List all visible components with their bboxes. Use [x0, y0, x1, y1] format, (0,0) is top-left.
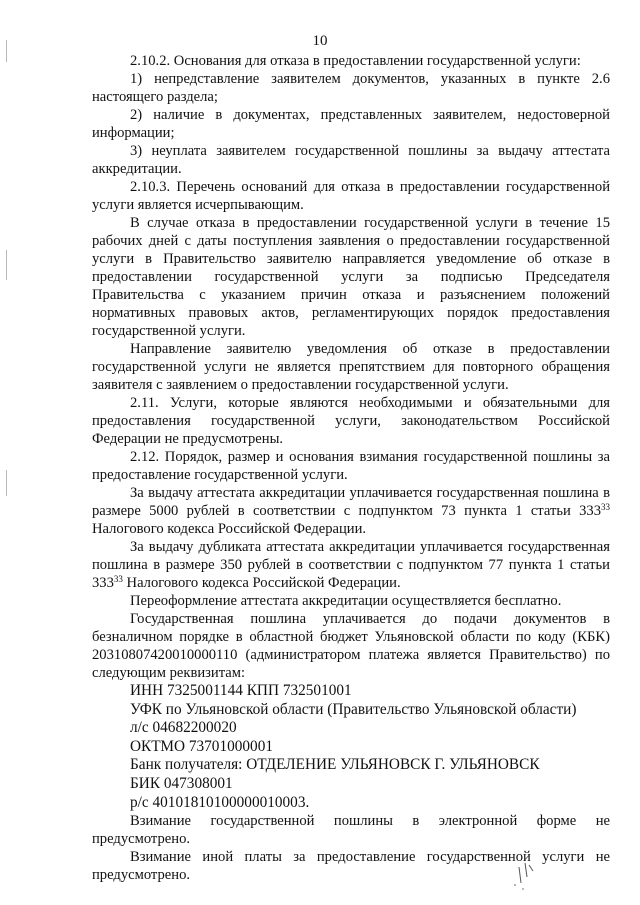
fee-text-end: Налогового кодекса Российской Федерации.	[92, 521, 367, 537]
fee-text: За выдачу аттестата аккредитации уплачивается государственная пошлина в размере 5000 рублей в соответствии с подпунктом 73 пункта 1 статьи 333	[92, 485, 610, 519]
fee-text: За выдачу дубликата аттестата аккредитации уплачивается государственная пошлина в размере 350 рублей в соответствии с подпунктом 77 пункта 1 статьи 333	[92, 539, 610, 591]
article-superscript: 33	[113, 574, 123, 584]
requisite-settlement-account: р/с 40101810100000010003.	[130, 793, 310, 811]
requisite-bank: Банк получателя: ОТДЕЛЕНИЕ УЛЬЯНОВСК Г. УЛЬЯНОВСК	[130, 756, 540, 774]
paragraph: 2.10.2. Основания для отказа в предоставлении государственной услуги:	[130, 53, 581, 69]
page-number: 10	[312, 33, 328, 49]
paragraph: 1) непредставление заявителем документов, указанных в пункте 2.6 настоящего раздела;	[92, 71, 610, 105]
pen-marks-icon	[505, 855, 545, 895]
requisite-inn: ИНН 7325001144 КПП 732501001	[130, 682, 352, 699]
article-superscript: 33	[601, 502, 610, 512]
requisite-ufk: УФК по Ульяновской области (Правительство Ульяновской области)	[130, 700, 577, 718]
closing-paragraph: Взимание иной платы за предоставление государственной услуги не предусмотрено.	[92, 849, 610, 884]
binder-mark	[6, 250, 7, 280]
paragraph: 2.11. Услуги, которые являются необходимыми и обязательными для предоставления государственной услуги, законодательством Российской Федерации не предусмотрены.	[92, 395, 610, 447]
paragraph: 2) наличие в документах, представленных заявителем, недостоверной информации;	[92, 107, 610, 141]
document-body	[92, 52, 610, 884]
paragraph: Направление заявителю уведомления об отказе в предоставлении государственной услуги не является препятствием для повторного обращения заявителя с заявлением о предоставлении государственной услуги.	[92, 341, 610, 393]
binder-mark	[6, 470, 7, 496]
fee-paragraph-attestat	[92, 484, 610, 538]
reissue-paragraph: Переоформление аттестата аккредитации осуществляется бесплатно.	[130, 593, 562, 609]
requisite-oktmo: ОКТМО 73701000001	[130, 737, 273, 755]
paragraph: В случае отказа в предоставлении государственной услуги в течение 15 рабочих дней с даты поступления заявления о предоставлении государственной услуги в Правительство заявителю направляется уведомление об отказе в предоставлении государственной услуги за подписью Председателя Правительства с указанием причин отказа и разъяснением положений нормативных правовых актов, регламентирующих порядок предоставления государственной услуги.	[92, 215, 610, 339]
paragraph: 2.12. Порядок, размер и основания взимания государственной пошлины за предоставление государственной услуги.	[92, 449, 610, 483]
fee-text-end: Налогового кодекса Российской Федерации.	[122, 575, 401, 591]
paragraph: 3) неуплата заявителем государственной пошлины за выдачу аттестата аккредитации.	[92, 143, 610, 177]
payment-paragraph: Государственная пошлина уплачивается до подачи документов в безналичном порядке в областной бюджет Ульяновской области по коду (КБК) 20310807420010000110 (администратором платежа является Правительство) по следующим реквизитам:	[92, 611, 610, 681]
requisite-account: л/с 04682200020	[130, 719, 237, 737]
fee-paragraph-duplicate	[92, 538, 610, 592]
requisite-bik: БИК 047308001	[130, 774, 233, 792]
paragraph: 2.10.3. Перечень оснований для отказа в предоставлении государственной услуги является исчерпывающим.	[92, 179, 610, 213]
closing-paragraph: Взимание государственной пошлины в электронной форме не предусмотрено.	[92, 813, 610, 848]
